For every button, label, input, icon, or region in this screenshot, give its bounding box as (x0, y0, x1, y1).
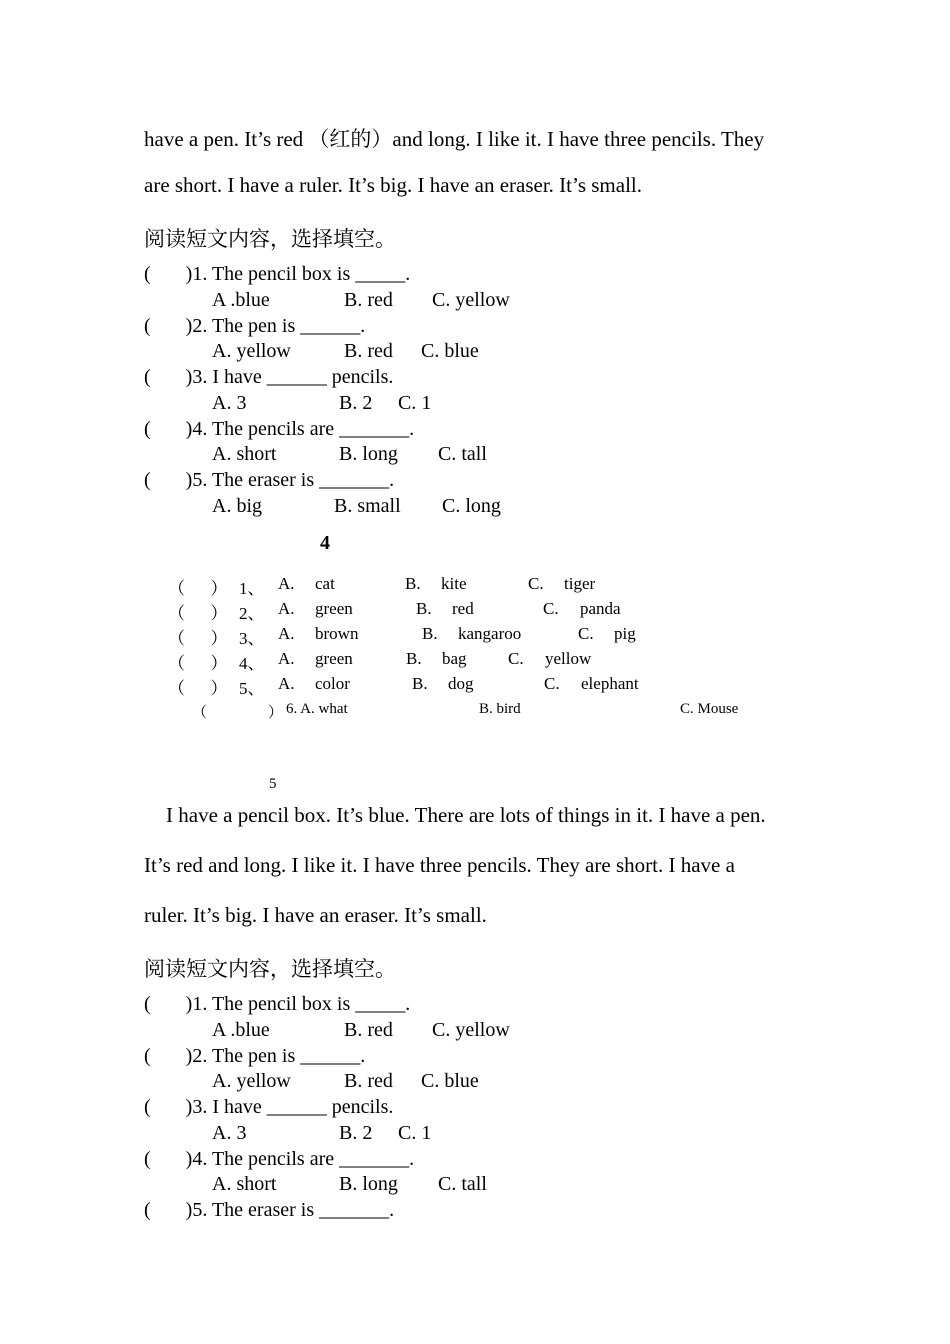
instruction: 阅读短文内容，选择填空。 (144, 957, 396, 981)
option-a-label: A. (278, 599, 295, 618)
option-a: A. yellow (212, 1070, 291, 1092)
option-a: A. yellow (212, 340, 291, 362)
option-a: A. 3 (212, 392, 247, 414)
passage-line: have a pen. It’s red （红的）and long. I like it. I have three pencils. They (144, 127, 765, 151)
option-b-word: red (452, 599, 474, 618)
option-b-word: kangaroo (458, 624, 522, 643)
option-a-word: green (315, 649, 353, 668)
option-b: B. 2 (339, 392, 373, 414)
option-a-label: A. (278, 674, 295, 693)
option-c: C. 1 (398, 392, 432, 414)
option-c: C. Mouse (680, 701, 739, 717)
option-c-word: elephant (581, 674, 639, 693)
option-c: C. yellow (432, 289, 510, 311)
option-c-label: C. (528, 574, 544, 593)
option-c: C. tall (438, 443, 487, 465)
question-stem: ( )4. The pencils are _______. (144, 418, 415, 440)
option-c: C. 1 (398, 1122, 432, 1144)
option-a: A. 3 (212, 1122, 247, 1144)
question-stem: ( )2. The pen is ______. (144, 1045, 366, 1067)
option-a: A. big (212, 495, 262, 517)
option-b: B. red (344, 289, 393, 311)
option-b: B. red (344, 340, 393, 362)
option-b: B. small (334, 495, 401, 517)
option-b-label: B. (416, 599, 432, 618)
paren-open: （ (192, 705, 208, 721)
question-stem: ( )1. The pencil box is _____. (144, 993, 411, 1015)
question-stem: ( )3. I have ______ pencils. (144, 366, 394, 388)
option-b-word: bag (442, 649, 467, 668)
option-c-label: C. (508, 649, 524, 668)
paren: （ ） (168, 604, 228, 623)
option-c: C. long (442, 495, 501, 517)
option-a: A. short (212, 1173, 277, 1195)
option-a-word: brown (315, 624, 359, 643)
option-a-word: color (315, 674, 350, 693)
question-stem: ( )5. The eraser is _______. (144, 469, 395, 491)
question-stem: ( )5. The eraser is _______. (144, 1199, 395, 1221)
option-b-label: B. (422, 624, 438, 643)
option-b: B. long (339, 1173, 398, 1195)
paren: （ ） (168, 579, 228, 598)
paren: （ ） (168, 679, 228, 698)
section-heading: 4 (320, 532, 330, 554)
passage-line: are short. I have a ruler. It’s big. I have an eraser. It’s small. (144, 173, 642, 197)
item-number: 1、 (239, 579, 265, 598)
question-stem: ( )4. The pencils are _______. (144, 1148, 415, 1170)
option-c-label: C. (543, 599, 559, 618)
option-b: B. long (339, 443, 398, 465)
option-c-label: C. (544, 674, 560, 693)
question-stem: ( )1. The pencil box is _____. (144, 263, 411, 285)
option-a-label: A. (278, 624, 295, 643)
passage-line: I have a pencil box. It’s blue. There are lots of things in it. I have a pen. (166, 803, 766, 827)
passage-line: It’s red and long. I like it. I have three pencils. They are short. I have a (144, 853, 735, 877)
option-a: 6. A. what (286, 701, 348, 717)
option-a-word: green (315, 599, 353, 618)
option-c-word: yellow (545, 649, 592, 668)
option-c: C. blue (421, 340, 479, 362)
option-a: A .blue (212, 1019, 270, 1041)
option-b: B. red (344, 1070, 393, 1092)
passage-line: ruler. It’s big. I have an eraser. It’s small. (144, 903, 487, 927)
option-a: A. short (212, 443, 277, 465)
item-number: 4、 (239, 654, 265, 673)
option-b-word: dog (448, 674, 474, 693)
option-b-word: kite (441, 574, 467, 593)
option-b: B. red (344, 1019, 393, 1041)
option-b-label: B. (405, 574, 421, 593)
option-c: C. blue (421, 1070, 479, 1092)
option-c: C. tall (438, 1173, 487, 1195)
option-a-label: A. (278, 574, 295, 593)
option-a: A .blue (212, 289, 270, 311)
question-stem: ( )2. The pen is ______. (144, 315, 366, 337)
question-stem: ( )3. I have ______ pencils. (144, 1096, 394, 1118)
option-a-label: A. (278, 649, 295, 668)
option-c-word: pig (614, 624, 636, 643)
option-c: C. yellow (432, 1019, 510, 1041)
instruction: 阅读短文内容，选择填空。 (144, 227, 396, 251)
paren-close: ） (268, 705, 284, 721)
item-number: 5、 (239, 679, 265, 698)
item-number: 3、 (239, 629, 265, 648)
option-b-label: B. (412, 674, 428, 693)
option-b: B. bird (479, 701, 521, 717)
option-c-label: C. (578, 624, 594, 643)
item-number: 2、 (239, 604, 265, 623)
option-b: B. 2 (339, 1122, 373, 1144)
option-a-word: cat (315, 574, 335, 593)
section-heading: 5 (269, 776, 277, 792)
option-b-label: B. (406, 649, 422, 668)
option-c-word: panda (580, 599, 621, 618)
option-c-word: tiger (564, 574, 596, 593)
paren: （ ） (168, 654, 228, 673)
paren: （ ） (168, 629, 228, 648)
